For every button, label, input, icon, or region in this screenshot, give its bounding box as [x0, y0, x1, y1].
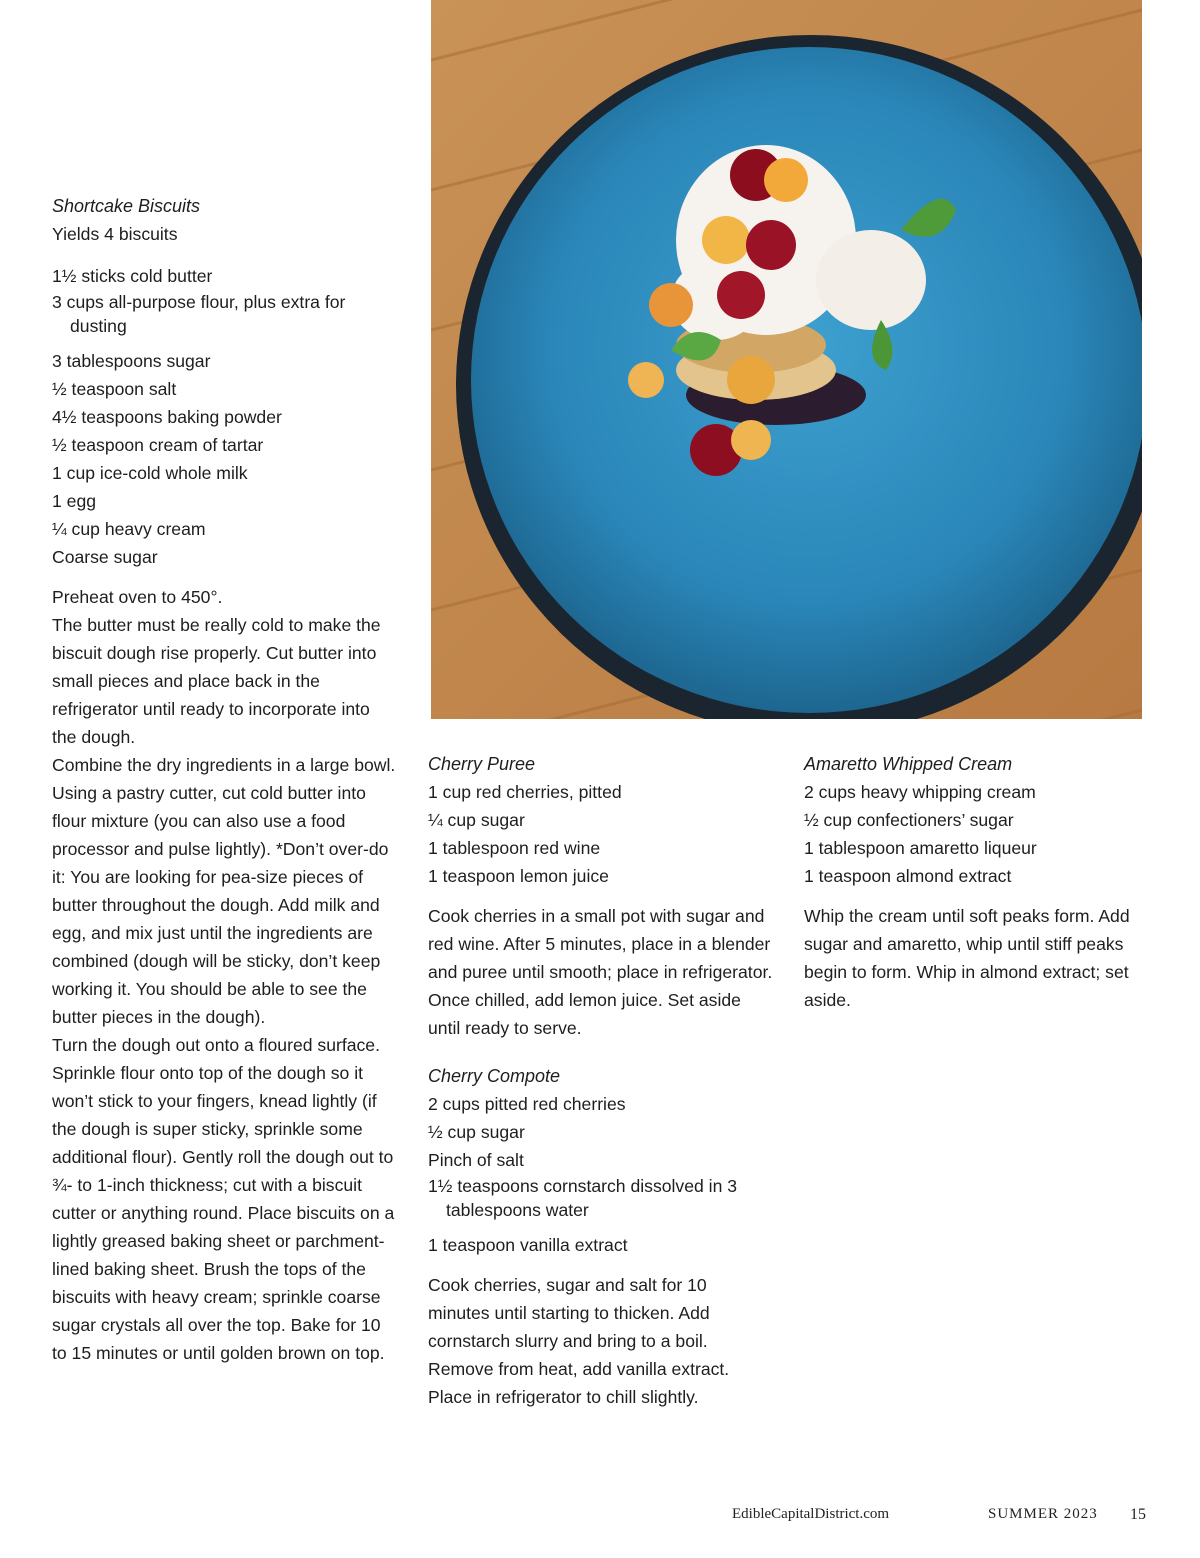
instruction-paragraph: Whip the cream until soft peaks form. Add sugar and amaretto, whip until stiff peaks begin to form. Whip in almond extract; set aside. — [804, 906, 1130, 1010]
shortcake-yield: Yields 4 biscuits — [52, 224, 178, 244]
ingredient-item: 1 tablespoon amaretto liqueur — [804, 838, 1037, 858]
ingredient-item: ½ teaspoon cream of tartar — [52, 435, 264, 455]
instruction-paragraph: The butter must be really cold to make the biscuit dough rise properly. Cut butter into small pieces and place back in the refrigerator until ready to incorporate into the dough. — [52, 615, 381, 747]
instruction-paragraph: Cook cherries in a small pot with sugar and red wine. After 5 minutes, place in a blender and puree until smooth; place in refrigerator. Once chilled, add lemon juice. Set aside until ready to serve. — [428, 906, 773, 1038]
ingredient-item: Pinch of salt — [428, 1150, 524, 1170]
instruction-paragraph: Turn the dough out onto a floured surface. Sprinkle flour onto top of the dough so it won’t stick to your fingers, knead lightly (if the dough is super sticky, sprinkle some additional flour). Gently roll the dough out to ¾- to 1-inch thickness; cut with a biscuit cutter or anything round. Place biscuits on a lightly greased baking sheet or parchment-lined baking sheet. Brush the tops of the biscuits with heavy cream; sprinkle coarse sugar crystals all over the top. Bake for 10 to 15 minutes or until golden brown on top. — [52, 1035, 395, 1363]
dessert-photo-illustration — [431, 0, 1142, 719]
ingredient-item: 4½ teaspoons baking powder — [52, 407, 282, 427]
shortcake-recipe — [52, 192, 397, 1367]
ingredient-item: 1 teaspoon lemon juice — [428, 866, 609, 886]
ingredient-item: 1 cup red cherries, pitted — [428, 782, 622, 802]
ingredient-item: 1 cup ice-cold whole milk — [52, 463, 248, 483]
compote-title: Cherry Compote — [428, 1066, 561, 1086]
ingredient-item: 1½ sticks cold butter — [52, 266, 213, 286]
ingredient-item: Coarse sugar — [52, 547, 158, 567]
ingredient-item: 2 cups pitted red cherries — [428, 1094, 626, 1114]
puree-title: Cherry Puree — [428, 754, 536, 774]
page-footer — [700, 1506, 1150, 1530]
instruction-paragraph: Cook cherries, sugar and salt for 10 minutes until starting to thicken. Add cornstarch slurry and bring to a boil. Remove from heat, add vanilla extract. Place in refrigerator to chill slightly. — [428, 1275, 730, 1407]
ingredient-item: 3 cups all-purpose flour, plus extra for dusting — [52, 292, 346, 336]
ingredient-item: ½ cup sugar — [428, 1122, 525, 1142]
ingredient-item: 1½ teaspoons cornstarch dissolved in 3 tablespoons water — [428, 1176, 738, 1220]
shortcake-title: Shortcake Biscuits — [52, 196, 201, 216]
ingredient-item: ¼ cup sugar — [428, 810, 525, 830]
cream-recipe — [804, 750, 1149, 1014]
ingredient-item: 1 teaspoon almond extract — [804, 866, 1012, 886]
ingredient-item: 3 tablespoons sugar — [52, 351, 211, 371]
ingredient-item: 2 cups heavy whipping cream — [804, 782, 1036, 802]
ingredient-item: ½ cup confectioners’ sugar — [804, 810, 1014, 830]
footer-issue: SUMMER 2023 — [988, 1506, 1098, 1522]
cherry-recipes — [428, 750, 773, 1411]
ingredient-item: ¼ cup heavy cream — [52, 519, 206, 539]
ingredient-item: 1 teaspoon vanilla extract — [428, 1235, 628, 1255]
cream-title: Amaretto Whipped Cream — [804, 754, 1013, 774]
instruction-paragraph: Combine the dry ingredients in a large bowl. Using a pastry cutter, cut cold butter into flour mixture (you can also use a food processor and pulse lightly). *Don’t over-do it: You are looking for pea-size pieces of butter throughout the dough. Add milk and egg, and mix just until the ingredients are combined (dough will be sticky, don’t keep working it. You should be able to see the butter pieces in the dough). — [52, 755, 396, 1027]
dessert-photo — [431, 0, 1142, 719]
instruction-paragraph: Preheat oven to 450°. — [52, 587, 223, 607]
ingredient-item: ½ teaspoon salt — [52, 379, 177, 399]
page-number: 15 — [1130, 1506, 1146, 1523]
footer-website: EdibleCapitalDistrict.com — [732, 1506, 890, 1522]
ingredient-item: 1 tablespoon red wine — [428, 838, 601, 858]
ingredient-item: 1 egg — [52, 491, 97, 511]
